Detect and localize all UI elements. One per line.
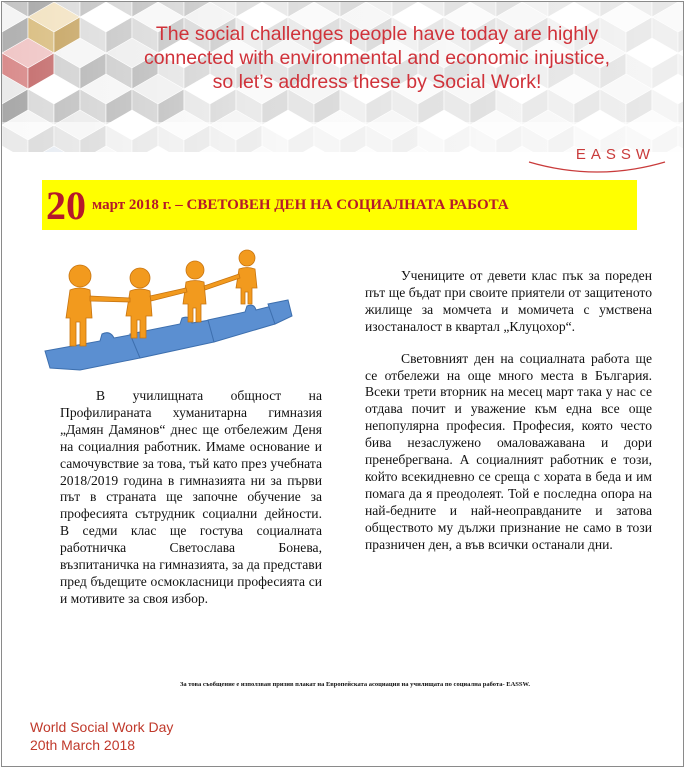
footnote: За това съобщение е използван призив плакат на Европейската асоциация на училищата по социална работа- EASSW.: [179, 681, 531, 688]
right-paragraph-1: Учениците от девети клас пък за пореден път ще бъдат при своите приятели от защитеното жилище за момчета и момичета с умствена изостаналост в квартал „Клуцохор“.: [365, 268, 652, 334]
title-bar: [42, 180, 637, 230]
banner-slogan: [72, 22, 682, 94]
left-column: [60, 388, 322, 608]
bottom-caption-line-1: World Social Work Day: [30, 719, 174, 735]
people-puzzle-illustration-icon: [40, 246, 295, 376]
right-column: [365, 268, 652, 554]
bottom-caption-line-2: 20th March 2018: [30, 737, 136, 753]
banner-line-2: connected with environmental and economic injustice,: [143, 47, 611, 69]
left-paragraph: В училищната общност на Профилираната хуманитарна гимназия „Дамян Дамянов“ днес ще отбележим Деня на социалния работник. Имаме основание и самочувствие за това, тъй като през учебната 2018/2019 година в гимназията ни за първи път в страната ще започне обучение за професията сътрудник социални дейности. В седми клас ще гостува социалната работничка Светослава Бонева, възпитаничка на гимназията, за да представи пред бъдещите осмокласници професията си и мотивите за своя избор.: [60, 388, 322, 606]
banner-line-3: so let’s address these by Social Work!: [212, 71, 542, 93]
bottom-caption: [30, 718, 173, 754]
title-day-number: 20: [46, 182, 86, 228]
eassw-logo-arc-icon: [527, 160, 667, 178]
banner-line-1: The social challenges people have today are highly: [155, 23, 599, 45]
eassw-logo: EASSW: [575, 146, 655, 163]
right-paragraph-2: Световният ден на социалната работа ще се отбележи на още много места в България. Всеки трети вторник на месец март така у нас се отдава почит и уважение към една все още непопулярна професия. Професия, която често бива незаслужено омаловажавана и дори пренебрегвана. А социалният работник е този, който всекидневно се среща с хората в беда и им помага да я преодолеят. Той е последна опора на най-бедните и най-неоправданите и затова обществото му дължи признание не само в този празничен ден, а във всички останали дни.: [365, 350, 652, 552]
page-title: март 2018 г. – СВЕТОВЕН ДЕН НА СОЦИАЛНАТА РАБОТА: [92, 196, 509, 213]
header-banner: [2, 2, 683, 152]
